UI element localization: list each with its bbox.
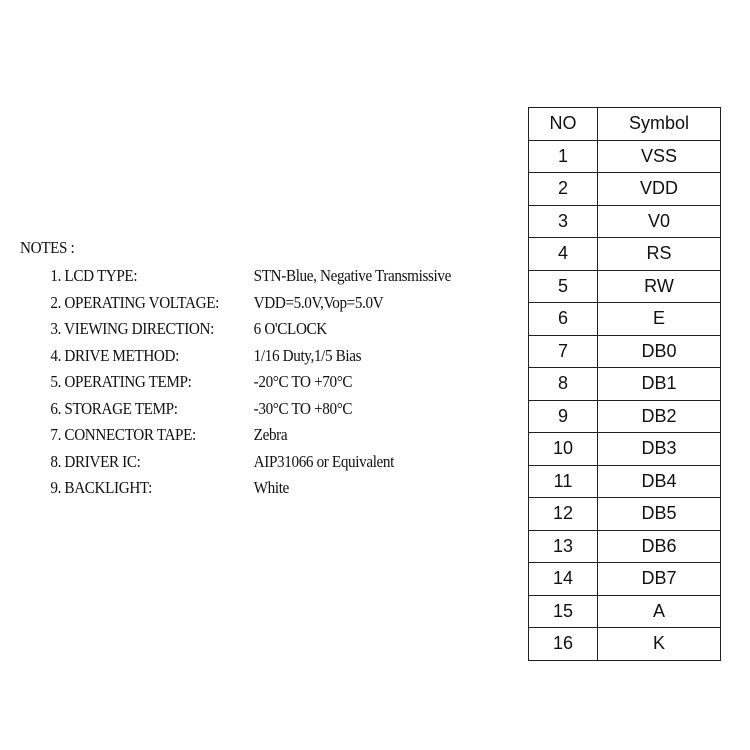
note-label: 7. CONNECTOR TAPE: (50, 425, 196, 444)
pin-symbol: RS (598, 238, 721, 271)
pin-symbol: DB1 (598, 368, 721, 401)
note-value: VDD=5.0V,Vop=5.0V (253, 292, 384, 312)
pin-symbol: RW (598, 270, 721, 303)
pin-symbol: K (598, 628, 721, 661)
pin-number: 3 (529, 205, 598, 238)
table-row (529, 563, 721, 596)
note-label: 6. STORAGE TEMP: (50, 398, 178, 418)
table-row (529, 303, 721, 336)
table-row (529, 368, 721, 401)
notes-heading: NOTES : (20, 238, 75, 257)
pin-assignment-table (528, 107, 721, 661)
pin-symbol: DB7 (598, 563, 721, 596)
table-row (529, 238, 721, 271)
note-value: AIP31066 or Equivalent (253, 451, 394, 471)
pin-number: 12 (529, 498, 598, 531)
pin-number: 15 (529, 595, 598, 628)
pin-symbol: V0 (598, 205, 721, 238)
note-item (20, 422, 471, 449)
pin-symbol: VSS (598, 140, 721, 173)
pin-symbol: DB5 (598, 498, 721, 531)
note-item (20, 343, 471, 370)
table-row (529, 628, 721, 661)
note-label: 2. OPERATING VOLTAGE: (50, 292, 219, 312)
pin-number: 14 (529, 563, 598, 596)
note-value: 6 O'CLOCK (253, 319, 327, 338)
table-row (529, 270, 721, 303)
table-row (529, 433, 721, 466)
pin-symbol: DB6 (598, 530, 721, 563)
pin-symbol: DB4 (598, 465, 721, 498)
pin-symbol: DB3 (598, 433, 721, 466)
note-label: 9. BACKLIGHT: (50, 478, 152, 497)
note-label: 3. VIEWING DIRECTION: (50, 319, 214, 338)
note-item (20, 475, 471, 502)
pin-number: 1 (529, 140, 598, 173)
note-item (20, 369, 471, 396)
pin-number: 8 (529, 368, 598, 401)
note-item (20, 449, 471, 476)
pin-number: 7 (529, 335, 598, 368)
note-item (20, 316, 471, 343)
table-row (529, 465, 721, 498)
pin-number: 5 (529, 270, 598, 303)
pin-number: 2 (529, 173, 598, 206)
note-value: -20°C TO +70°C (253, 372, 353, 391)
table-row (529, 335, 721, 368)
pin-number: 10 (529, 433, 598, 466)
note-label: 8. DRIVER IC: (50, 451, 141, 471)
pin-symbol: E (598, 303, 721, 336)
header-symbol: Symbol (598, 108, 721, 141)
note-item (20, 263, 471, 290)
pin-symbol: DB0 (598, 335, 721, 368)
note-value: Zebra (253, 425, 288, 444)
pin-number: 13 (529, 530, 598, 563)
pin-number: 4 (529, 238, 598, 271)
table-header-row (529, 108, 721, 141)
table-row (529, 140, 721, 173)
note-label: 5. OPERATING TEMP: (50, 372, 192, 391)
table-row (529, 400, 721, 433)
note-label: 1. LCD TYPE: (50, 266, 138, 285)
pin-number: 6 (529, 303, 598, 336)
table-row (529, 173, 721, 206)
note-value: White (253, 478, 289, 497)
notes-section (20, 237, 471, 502)
note-item (20, 396, 471, 423)
note-value: -30°C TO +80°C (253, 398, 353, 418)
note-label: 4. DRIVE METHOD: (50, 345, 179, 365)
note-value: STN-Blue, Negative Transmissive (253, 266, 451, 285)
pin-number: 16 (529, 628, 598, 661)
pin-symbol: DB2 (598, 400, 721, 433)
pin-symbol: VDD (598, 173, 721, 206)
table-row (529, 530, 721, 563)
table-row (529, 205, 721, 238)
note-value: 1/16 Duty,1/5 Bias (253, 345, 362, 365)
pin-number: 11 (529, 465, 598, 498)
pin-symbol: A (598, 595, 721, 628)
note-item (20, 290, 471, 317)
table-row (529, 498, 721, 531)
header-no: NO (529, 108, 598, 141)
table-row (529, 595, 721, 628)
pin-number: 9 (529, 400, 598, 433)
